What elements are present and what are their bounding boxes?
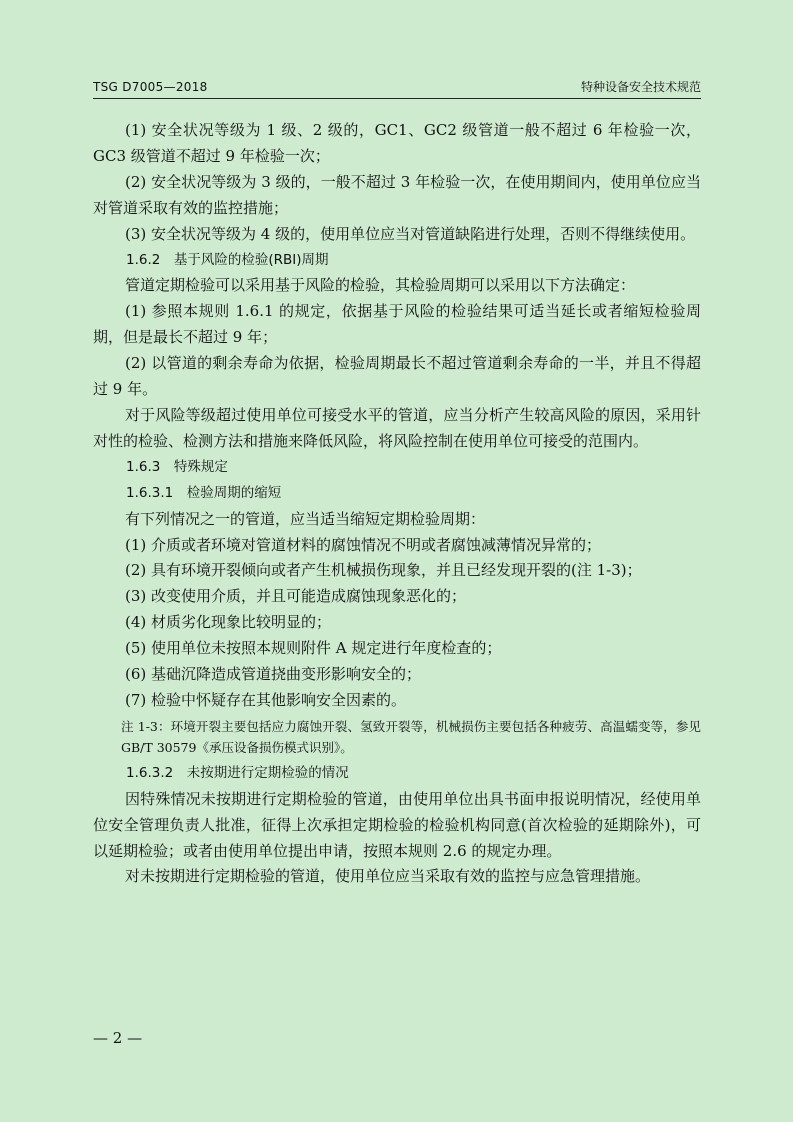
paragraph: (1) 参照本规则 1.6.1 的规定，依据基于风险的检验结果可适当延长或者缩短检验周期，但是最长不超过 9 年； [93, 302, 701, 347]
subsection-heading: 1.6.3.1 检验周期的缩短 [126, 484, 282, 501]
paragraph: 管道定期检验可以采用基于风险的检验，其检验周期可以采用以下方法确定： [125, 276, 636, 295]
list-item: (2) 具有环境开裂倾向或者产生机械损伤现象，并且已经发现开裂的(注 1-3)； [125, 561, 642, 580]
list-item: (1) 介质或者环境对管道材料的腐蚀情况不明或者腐蚀减薄情况异常的； [125, 535, 602, 554]
list-item: (6) 基础沉降造成管道挠曲变形影响安全的； [125, 665, 422, 684]
running-header [93, 78, 701, 96]
subsection-heading: 1.6.3.2 未按期进行定期检验的情况 [126, 764, 349, 781]
paragraph: 有下列情况之一的管道，应当适当缩短定期检验周期： [125, 509, 486, 528]
list-item: (7) 检验中怀疑存在其他影响安全因素的。 [125, 690, 407, 709]
paragraph: (1) 安全状况等级为 1 级、2 级的，GC1、GC2 级管道一般不超过 6 年检验一次，GC3 级管道不超过 9 年检验一次； [93, 121, 701, 165]
paragraph: (2) 以管道的剩余寿命为依据，检验周期最长不超过管道剩余寿命的一半，并且不得超过 9 年。 [93, 354, 701, 399]
body-text [93, 118, 701, 890]
list-item: (5) 使用单位未按照本规则附件 A 规定进行年度检查的； [125, 639, 502, 658]
paragraph: 对于风险等级超过使用单位可接受水平的管道，应当分析产生较高风险的原因，采用针对性的检验、检测方法和措施来降低风险，将风险控制在使用单位可接受的范围内。 [93, 405, 701, 450]
section-heading: 1.6.2 基于风险的检验(RBI)周期 [126, 251, 329, 268]
header-divider [93, 98, 701, 99]
standard-code: TSG D7005—2018 [93, 80, 208, 94]
paragraph: 对未按期进行定期检验的管道，使用单位应当采取有效的监控与应急管理措施。 [125, 867, 651, 886]
page-number: — 2 — [93, 1029, 143, 1047]
paragraph: 因特殊情况未按期进行定期检验的管道，由使用单位出具书面申报说明情况，经使用单位安全管理负责人批准，征得上次承担定期检验的检验机构同意(首次检验的延期除外)，可以延期检验；或者由使用单位提出申请，按照本规则 2.6 的规定办理。 [93, 789, 701, 860]
paragraph: (2) 安全状况等级为 3 级的，一般不超过 3 年检验一次，在使用期间内，使用单位应当对管道采取有效的监控措施； [93, 172, 701, 217]
list-item: (3) 改变使用介质，并且可能造成腐蚀现象恶化的； [125, 587, 467, 606]
footnote: 注 1-3：环境开裂主要包括应力腐蚀开裂、氢致开裂等，机械损伤主要包括各种疲劳、高温蠕变等，参见 GB/T 30579《承压设备损伤模式识别》。 [121, 718, 701, 755]
series-title: 特种设备安全技术规范 [580, 80, 701, 94]
section-heading: 1.6.3 特殊规定 [126, 458, 228, 475]
paragraph: (3) 安全状况等级为 4 级的，使用单位应当对管道缺陷进行处理，否则不得继续使用。 [125, 224, 696, 243]
list-item: (4) 材质劣化现象比较明显的； [125, 613, 332, 632]
